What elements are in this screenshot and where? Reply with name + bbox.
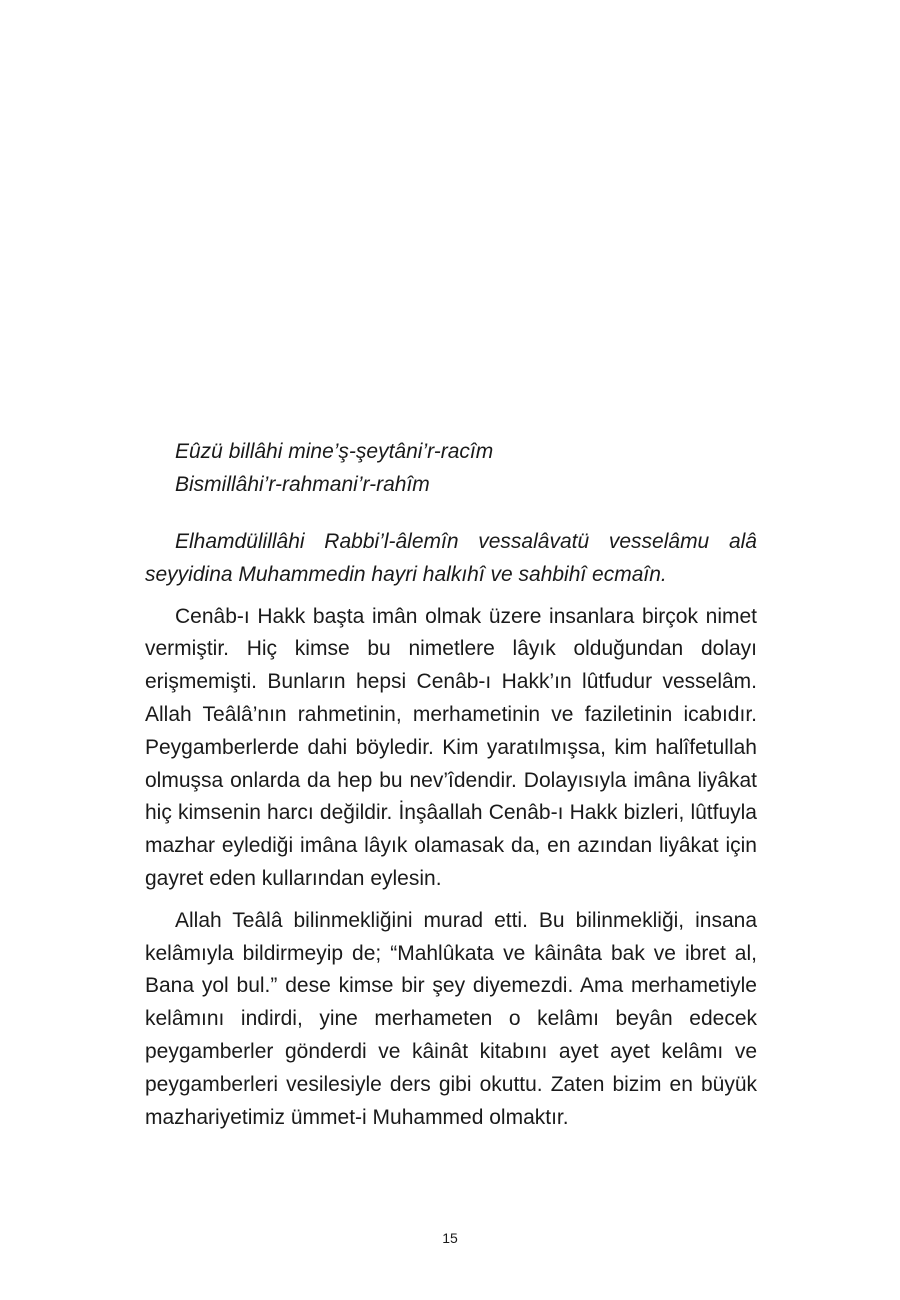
paragraph-bilinmeklik: Allah Teâlâ bilinmekliğini murad etti. Bu bilinmekliği, insana kelâmıyla bildirmeyip de; “Mahlûkata ve kâinâta bak ve ibret al, Bana yol bul.” dese kimse bir şey diyemezdi. Ama merhametiyle kelâmını indirdi, yine merhameten o kelâmı beyân edecek peygamberler gönderdi ve kâinât kitabını ayet ayet kelâmı ve peygamberleri vesilesiyle ders gibi okuttu. Zaten bizim en büyük mazhariyetimiz ümmet-i Muhammed olmaktır. [145, 908, 757, 1129]
paragraph-nimet: Cenâb-ı Hakk başta imân olmak üzere insanlara birçok nimet vermiştir. Hiç kimse bu nimetlere lâyık olduğundan dolayı erişmemişti. Bunların hepsi Cenâb-ı Hakk’ın lûtfudur vesselâm. Allah Teâlâ’nın rahmetinin, merhametinin ve faziletinin icabıdır. Peygamberlerde dahi böyledir. Kim yaratılmışsa, kim halîfetullah olmuşsa onlarda da hep bu nev’îdendir. Dolayısıyla imâna liyâkat hiç kimsenin harcı değildir. İnşâallah Cenâb-ı Hakk bizleri, lûtfuyla mazhar eylediği imâna lâyık olamasak da, en azından liyâkat için gayret eden kullarından eylesin. [145, 604, 757, 890]
hamdele-paragraph: Elhamdülillâhi Rabbi’l-âlemîn vessalâvatü vesselâmu alâ seyyidina Muhammedin hayri halkıhî ve sahbihî ecmaîn. [145, 530, 757, 586]
istiaze-line: Eûzü billâhi mine’ş-şeytâni’r-racîm [175, 440, 494, 463]
besmele-line: Bismillâhi’r-rahmani’r-rahîm [175, 472, 430, 496]
page-number: 15 [442, 1230, 458, 1246]
opening-invocation [145, 436, 787, 502]
body-text [145, 526, 757, 1143]
